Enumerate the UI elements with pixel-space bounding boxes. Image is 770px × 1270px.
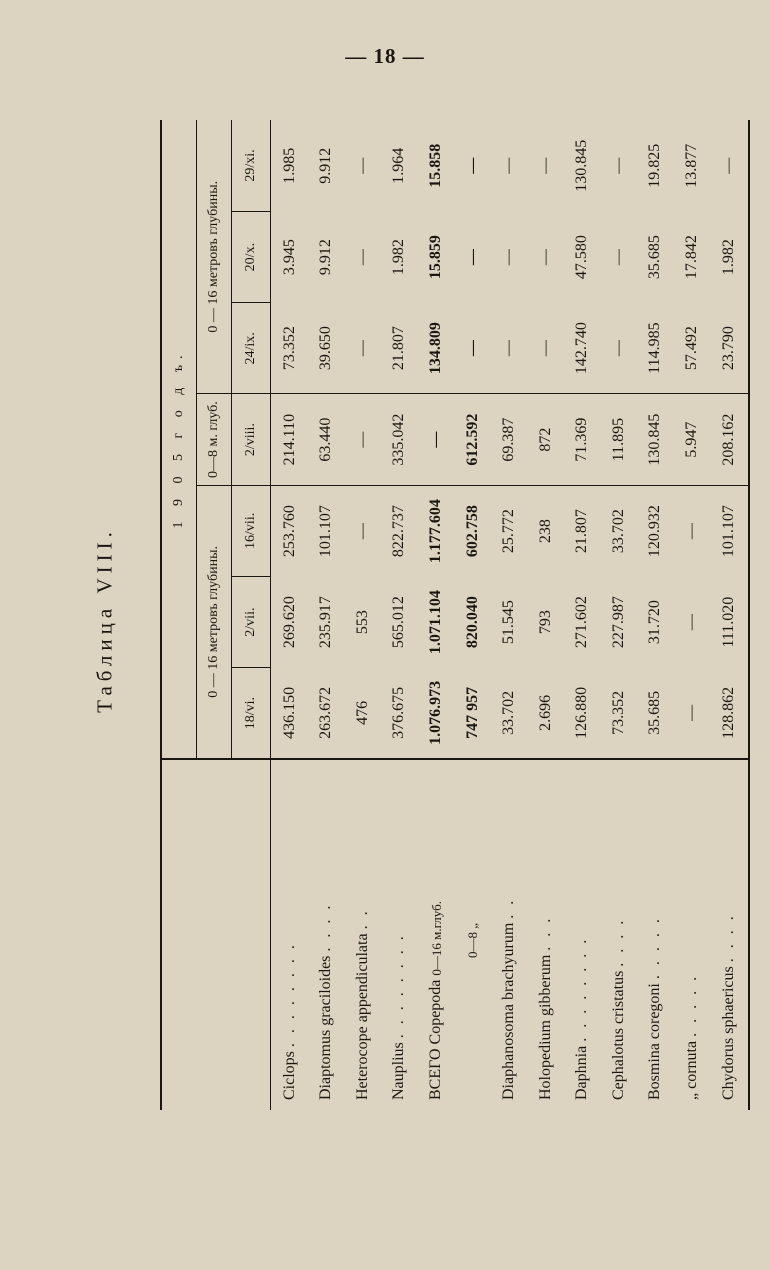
table-row <box>674 120 711 1110</box>
date-header: 16/vii. <box>232 485 271 576</box>
value-cell: 335.042 <box>381 394 418 485</box>
value-cell: 21.807 <box>564 485 601 576</box>
value-cell: 9.912 <box>317 239 335 276</box>
value-cell: 47.580 <box>573 235 591 280</box>
value-cell: 31.720 <box>646 600 664 645</box>
table-title: Таблица VIII. <box>92 527 117 713</box>
species-name: Heterocope appendiculata <box>353 933 371 1100</box>
date-header: 2/viii. <box>232 394 271 485</box>
page-number: — 18 — <box>345 44 425 68</box>
value-cell: — <box>609 249 627 266</box>
value-cell: 1.985 <box>280 147 298 184</box>
value-cell: — <box>345 394 382 485</box>
value-cell: 565.012 <box>390 596 408 649</box>
value-cell: — <box>353 340 371 357</box>
value-cell: 51.545 <box>500 600 518 645</box>
row-label <box>601 759 638 1110</box>
value-cell: 269.620 <box>280 596 298 649</box>
value-cell: 5.947 <box>674 394 711 485</box>
value-cell: 1.071.104 <box>427 590 445 655</box>
value-cell: 73.352 <box>609 690 627 735</box>
row-label <box>637 759 674 1110</box>
value-cell: 130.845 <box>637 394 674 485</box>
value-cell: — <box>500 249 518 266</box>
value-cell: — <box>682 614 700 631</box>
table-row <box>637 120 674 1110</box>
species-name: Nauplius <box>390 1042 408 1100</box>
leader-dots: . . <box>353 908 371 930</box>
species-name: Chydorus sphaericus <box>720 966 738 1100</box>
table-row <box>564 120 601 1110</box>
value-cell: — <box>353 157 371 174</box>
value-cell: — <box>463 249 481 266</box>
value-cell: — <box>353 249 371 266</box>
table-row <box>345 120 382 1110</box>
value-cell: 130.845 <box>573 139 591 192</box>
row-label <box>527 759 564 1110</box>
value-cell: 214.110 <box>271 394 309 485</box>
table-row <box>491 120 528 1110</box>
data-table <box>160 120 750 1110</box>
value-cell: 1.076.973 <box>427 680 445 745</box>
value-cell: 793 <box>536 610 554 635</box>
value-cell: 208.162 <box>710 394 749 485</box>
species-name: Diaptomus graciloides <box>317 955 335 1100</box>
table-row <box>308 120 345 1110</box>
value-cell: 872 <box>527 394 564 485</box>
value-cell: 69.387 <box>491 394 528 485</box>
value-cell: 15.858 <box>427 143 445 188</box>
group-header-summer: 0 — 16 метровъ глубины. <box>197 485 232 759</box>
value-cell: 1.982 <box>390 239 408 276</box>
leader-dots: . . . . . <box>682 973 700 1037</box>
leader-dots: . . . . . . . . <box>280 942 298 1048</box>
species-name: Holopedium gibberum <box>536 954 554 1100</box>
leader-dots: . . . . . <box>646 916 664 980</box>
date-header: 24/ix. <box>232 303 271 394</box>
value-cell: 120.932 <box>637 485 674 576</box>
value-cell: — <box>674 485 711 576</box>
rotated-table-wrapper <box>160 120 750 1110</box>
row-label <box>564 759 601 1110</box>
date-header: 20/x. <box>232 211 271 302</box>
leader-dots: . . . <box>536 915 554 951</box>
value-cell: 101.107 <box>308 485 345 576</box>
table-row <box>271 120 309 1110</box>
table-body <box>271 120 750 1110</box>
leader-dots: . . . . <box>720 913 738 963</box>
species-name: Cephalotus cristatus <box>609 970 627 1100</box>
value-cell: 57.492 <box>682 326 700 371</box>
value-cell: — <box>500 157 518 174</box>
value-cell: — <box>609 157 627 174</box>
value-cell: 23.790 <box>720 326 738 371</box>
value-cell: 114.985 <box>646 322 664 374</box>
year-header-row <box>161 120 197 1110</box>
corner-cell <box>161 759 271 1110</box>
value-cell: 822.737 <box>381 485 418 576</box>
species-name: „ cornuta <box>682 1040 700 1100</box>
species-name: Daphnia <box>573 1045 591 1100</box>
leader-dots: . . . . <box>609 917 627 967</box>
value-cell: — <box>536 340 554 357</box>
row-label <box>674 759 711 1110</box>
value-cell: 3.945 <box>280 239 298 276</box>
value-cell: 35.685 <box>646 235 664 280</box>
value-cell: 253.760 <box>271 485 309 576</box>
date-header: 18/vi. <box>232 668 271 759</box>
value-cell: 126.880 <box>573 686 591 739</box>
value-cell: 820.040 <box>463 596 481 649</box>
value-cell: — <box>609 340 627 357</box>
leader-dots: . . . . . . . . <box>390 933 408 1039</box>
table-row <box>601 120 638 1110</box>
value-cell: — <box>500 340 518 357</box>
value-cell: 101.107 <box>710 485 749 576</box>
value-cell: 33.702 <box>500 690 518 735</box>
value-cell: 15.859 <box>427 235 445 280</box>
value-cell: 376.675 <box>390 686 408 739</box>
value-cell: 13.877 <box>682 143 700 188</box>
value-cell: 747 957 <box>463 686 481 739</box>
value-cell: — <box>345 485 382 576</box>
species-name: Diaphanosoma brachyurum <box>500 922 518 1100</box>
value-cell: 71.369 <box>564 394 601 485</box>
value-cell: 134.809 <box>427 322 445 375</box>
row-label <box>271 759 309 1110</box>
species-name: Ciclops <box>280 1051 298 1100</box>
value-cell: 476 <box>353 700 371 725</box>
value-cell: — <box>536 157 554 174</box>
value-cell: 1.177.604 <box>418 485 455 576</box>
value-cell: — <box>418 394 455 485</box>
row-label <box>345 759 382 1110</box>
species-name: ВСЕГО Copepoda <box>427 979 445 1100</box>
value-cell: 111.020 <box>720 596 738 648</box>
leader-dots: . . . . <box>317 902 335 952</box>
value-cell: 263.672 <box>317 686 335 739</box>
value-cell: 142.740 <box>573 322 591 375</box>
value-cell: 436.150 <box>280 686 298 739</box>
table-frame <box>160 120 750 1110</box>
value-cell: 612.592 <box>454 394 491 485</box>
table-row <box>454 120 491 1110</box>
value-cell: 227.987 <box>609 596 627 649</box>
value-cell: 553 <box>353 610 371 635</box>
depth-qualifier: 0—8 „ <box>465 922 481 958</box>
value-cell: 21.807 <box>390 326 408 371</box>
value-cell: 73.352 <box>280 326 298 371</box>
value-cell: 271.602 <box>573 596 591 649</box>
table-row <box>527 120 564 1110</box>
date-header: 29/xi. <box>232 120 271 211</box>
value-cell: — <box>720 157 738 174</box>
row-label <box>418 759 455 1110</box>
value-cell: 19.825 <box>646 143 664 188</box>
group-header-autumn: 0 — 16 метровъ глубины. <box>197 120 232 394</box>
table-row <box>381 120 418 1110</box>
value-cell: — <box>536 249 554 266</box>
value-cell: 1.982 <box>720 239 738 276</box>
row-label <box>710 759 749 1110</box>
value-cell: 238 <box>527 485 564 576</box>
value-cell: 602.758 <box>454 485 491 576</box>
value-cell: 17.842 <box>682 235 700 280</box>
value-cell: 1.964 <box>390 147 408 184</box>
value-cell: 2.696 <box>536 694 554 731</box>
depth-qualifier: 0—16 м.глуб. <box>428 901 444 976</box>
value-cell: — <box>463 157 481 174</box>
value-cell: 128.862 <box>720 686 738 739</box>
row-label <box>308 759 345 1110</box>
value-cell: — <box>682 704 700 721</box>
value-cell: 235.917 <box>317 596 335 649</box>
value-cell: 63.440 <box>308 394 345 485</box>
table-row <box>710 120 749 1110</box>
table-row <box>418 120 455 1110</box>
value-cell: 9.912 <box>317 147 335 184</box>
species-name: Bosmina coregoni <box>646 983 664 1100</box>
row-label <box>491 759 528 1110</box>
row-label <box>454 759 491 1110</box>
value-cell: 25.772 <box>491 485 528 576</box>
value-cell: — <box>463 340 481 357</box>
date-header: 2/vii. <box>232 576 271 667</box>
group-header-shallow: 0—8 м. глуб. <box>197 394 232 485</box>
value-cell: 39.650 <box>317 326 335 371</box>
year-header: 1 9 0 5 г о д ъ. <box>161 120 197 759</box>
leader-dots: . . <box>500 897 518 919</box>
value-cell: 35.685 <box>646 690 664 735</box>
value-cell: 11.895 <box>601 394 638 485</box>
value-cell: 33.702 <box>601 485 638 576</box>
leader-dots: . . . . . . . . <box>573 936 591 1042</box>
row-label <box>381 759 418 1110</box>
